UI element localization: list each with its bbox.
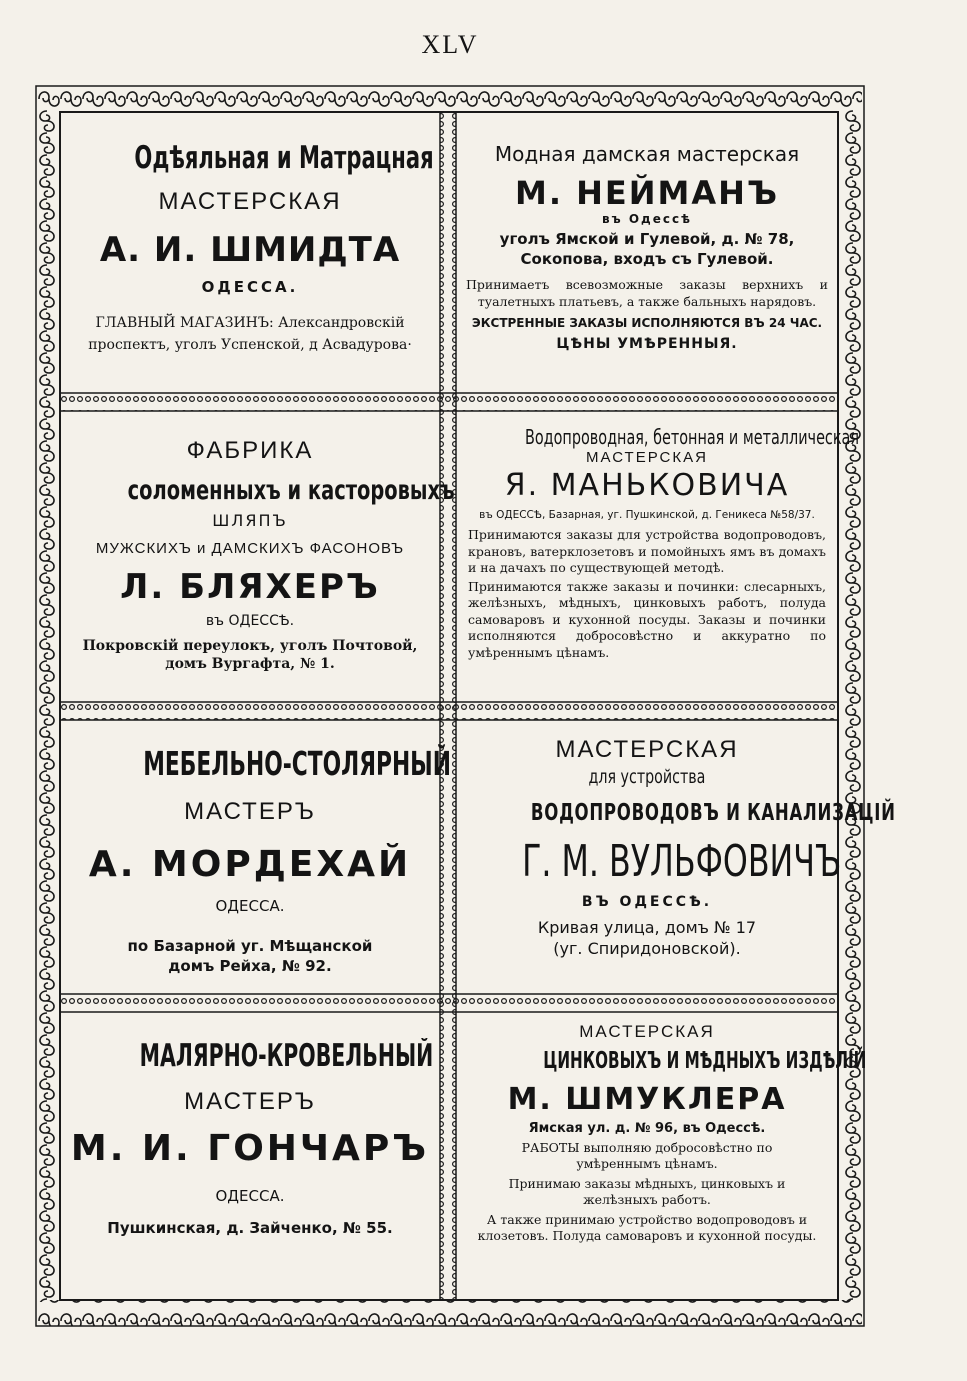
- ad-vulfovich-city: ВЪ ОДЕССѢ.: [581, 894, 713, 910]
- ad-blyakher-styles: МУЖСКИХЪ и ДАМСКИХЪ ФАСОНОВЪ: [95, 540, 405, 557]
- ad-neiman-body: Принимаетъ всевозможные заказы верхнихъ и туалетныхъ платьевъ, а также бальныхъ нарядовъ.: [466, 277, 828, 309]
- ad-mankovich-body1: Принимаются заказы для устройства водопроводовъ, крановъ, ватерклозетовъ и помойныхъ ямъ въ домахъ и на дачахъ по существующей методѣ.: [468, 527, 826, 575]
- ad-mankovich-name: Я. МАНЬКОВИЧА: [504, 468, 790, 503]
- ad-mankovich: [460, 415, 860, 698]
- ad-vulfovich: [460, 724, 896, 990]
- ad-mankovich-address: въ ОДЕССѢ, Базарная, уг. Пушкинской, д. Геникеса №58/37.: [479, 509, 815, 521]
- ad-shmidt: [64, 116, 436, 389]
- ad-blyakher-products: соломенныхъ и касторовыхъ: [127, 475, 455, 506]
- ad-vulfovich-address2: (уг. Спиридоновской).: [553, 939, 741, 958]
- ad-neiman: [460, 116, 834, 389]
- ad-blyakher-hats: ШЛЯПЪ: [212, 511, 288, 530]
- ad-mankovich-heading: Водопроводная, бетонная и металлическая: [524, 425, 860, 449]
- ad-mordekhai-name: А. МОРДЕХАЙ: [88, 844, 412, 885]
- ad-gonchar-city: ОДЕССА.: [215, 1187, 285, 1205]
- ad-gonchar: [64, 1016, 436, 1296]
- ad-vulfovich-address1: Кривая улица, домъ № 17: [537, 918, 757, 937]
- ad-vulfovich-purpose: для устройства: [588, 766, 706, 788]
- ad-blyakher-heading: ФАБРИКА: [186, 437, 314, 464]
- ad-mankovich-body2: Принимаются также заказы и починки: слесарныхъ, желѣзныхъ, мѣдныхъ, цинковыхъ работъ, полуда самоваровъ и кухонной посуды. Заказы и починки исполняются добросовѣстно и аккуратно по умѣреннымъ цѣнамъ.: [468, 578, 826, 660]
- ad-blyakher-city: въ ОДЕССѢ.: [205, 613, 295, 629]
- ad-neiman-prices: ЦѢНЫ УМѢРЕННЫЯ.: [556, 336, 738, 352]
- ad-neiman-address2: Сокопова, входъ съ Гулевой.: [520, 250, 774, 268]
- ad-neiman-name: М. НЕЙМАНЪ: [514, 174, 779, 212]
- ad-mankovich-subheading: МАСТЕРСКАЯ: [586, 449, 708, 466]
- ad-neiman-city: въ Одессѣ: [602, 212, 692, 226]
- ad-vulfovich-name: Г. М. ВУЛЬФОВИЧЪ: [522, 836, 842, 887]
- ad-shmukler-products: ЦИНКОВЫХЪ И МѢДНЫХЪ ИЗДѢЛІЙ: [543, 1048, 867, 1074]
- ad-gonchar-name: М. И. ГОНЧАРЪ: [70, 1128, 430, 1169]
- ad-shmukler-body2: Принимаю заказы мѣдныхъ, цинковыхъ и желѣзныхъ работъ.: [508, 1176, 786, 1207]
- ad-shmukler-name: М. ШМУКЛЕРА: [507, 1082, 787, 1117]
- ad-mordekhai-city: ОДЕССА.: [215, 897, 285, 915]
- ad-neiman-urgent: ЭКСТРЕННЫЕ ЗАКАЗЫ ИСПОЛНЯЮТСЯ ВЪ 24 ЧАС.: [471, 316, 823, 330]
- ad-mordekhai-heading: МЕБЕЛЬНО-СТОЛЯРНЫЙ: [143, 744, 451, 783]
- ad-neiman-heading: Модная дамская мастерская: [494, 142, 800, 166]
- ad-mordekhai-subheading: МАСТЕРЪ: [184, 798, 316, 825]
- ad-shmukler-body1: РАБОТЫ выполняю добросовѣстно по умѣреннымъ цѣнамъ.: [521, 1140, 773, 1171]
- ad-blyakher: [64, 415, 455, 698]
- ad-gonchar-heading: МАЛЯРНО-КРОВЕЛЬНЫЙ: [139, 1038, 434, 1074]
- ad-shmukler-body3: А также принимаю устройство водопроводовъ и клозетовъ. Полуда самоваровъ и кухонной посуды.: [477, 1212, 817, 1243]
- ad-shmidt-subheading: МАСТЕРСКАЯ: [158, 188, 342, 215]
- ad-mordekhai-address1: по Базарной уг. Мѣщанской: [127, 937, 373, 955]
- page-number: XLV: [421, 30, 479, 59]
- ad-gonchar-subheading: МАСТЕРЪ: [184, 1088, 316, 1115]
- ad-gonchar-address: Пушкинская, д. Зайченко, № 55.: [107, 1219, 393, 1237]
- ad-shmukler: [460, 1016, 867, 1296]
- ad-blyakher-name: Л. БЛЯХЕРЪ: [120, 567, 380, 607]
- ad-mordekhai-address2: домъ Рейха, № 92.: [168, 957, 332, 975]
- ad-neiman-address1: уголъ Ямской и Гулевой, д. № 78,: [499, 230, 795, 248]
- ad-shmidt-address: ГЛАВНЫЙ МАГАЗИНЪ: Александровскій проспектъ, уголъ Успенской, д Асвадурова·: [88, 315, 412, 353]
- ad-vulfovich-heading: МАСТЕРСКАЯ: [555, 736, 739, 763]
- ad-shmukler-address: Ямская ул. д. № 96, въ Одессѣ.: [528, 1121, 766, 1136]
- ad-vulfovich-services: ВОДОПРОВОДОВЪ И КАНАЛИЗАЦІЙ: [530, 800, 896, 826]
- ad-shmidt-city: ОДЕССА.: [201, 278, 299, 296]
- ad-mordekhai: [64, 724, 451, 990]
- ad-shmidt-heading: Одѣяльная и Матрацная: [134, 140, 434, 176]
- ad-shmukler-heading: МАСТЕРСКАЯ: [579, 1022, 715, 1041]
- ad-blyakher-address: Покровскій переулокъ, уголъ Почтовой, домъ Вургафта, № 1.: [82, 638, 418, 672]
- ad-shmidt-name: А. И. ШМИДТА: [99, 230, 401, 270]
